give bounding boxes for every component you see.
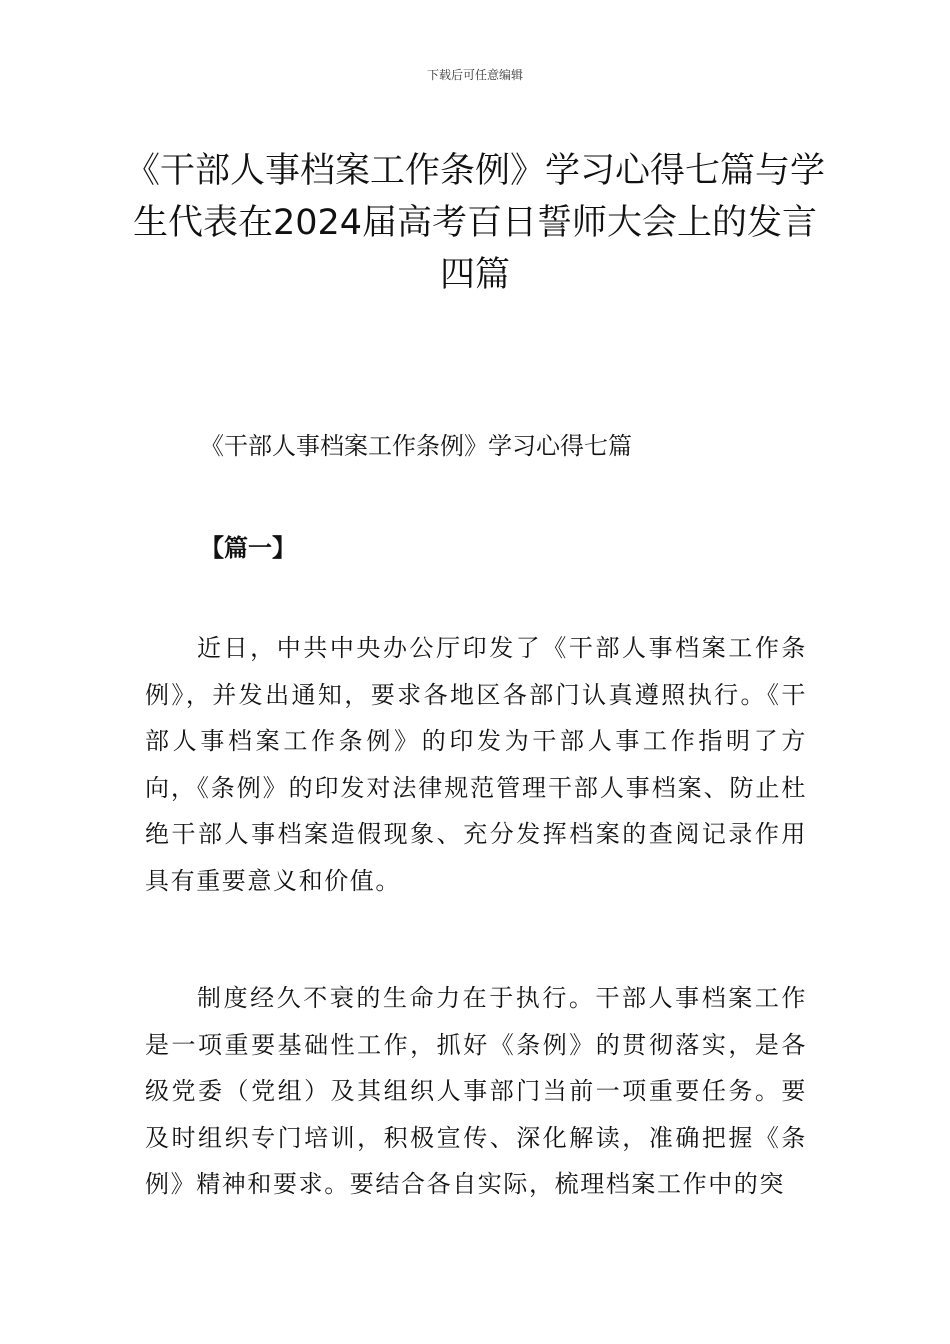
section-heading: 《干部人事档案工作条例》学习心得七篇 — [200, 432, 632, 460]
chapter-label: 【篇一】 — [200, 534, 296, 562]
body-paragraph: 近日，中共中央办公厅印发了《干部人事档案工作条例》，并发出通知，要求各地区各部门认真遵照执行。《干部人事档案工作条例》的印发为干部人事工作指明了方向，《条例》的印发对法律规范管理干部人事档案、防止杜绝干部人事档案造假现象、充分发挥档案的查阅记录作用具有重要意义和价值。 — [145, 634, 807, 895]
body-paragraph: 制度经久不衰的生命力在于执行。干部人事档案工作是一项重要基础性工作，抓好《条例》的贯彻落实，是各级党委（党组）及其组织人事部门当前一项重要任务。要及时组织专门培训，积极宣传、深化解读，准确把握《条例》精神和要求。要结合各自实际，梳理档案工作中的突 — [145, 984, 807, 1198]
document-title: 《干部人事档案工作条例》学习心得七篇与学生代表在2024届高考百日誓师大会上的发言四篇 — [124, 151, 825, 296]
header-note: 下载后可任意编辑 — [426, 68, 523, 82]
